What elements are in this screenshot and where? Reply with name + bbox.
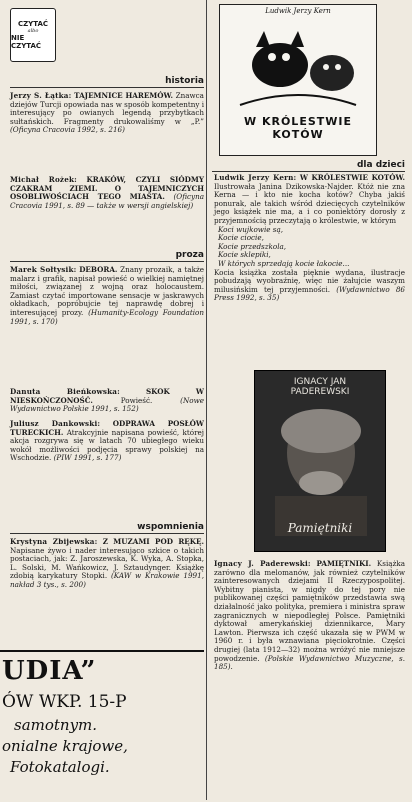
- entry-author: Michał Rożek:: [10, 175, 78, 184]
- entry-body: Kocia książka została pięknie wydana, ilustracje pobudzają wyobraźnię, więc nie żałujcie waszym milusińskim tej przyjemności.: [214, 267, 405, 294]
- photo-title-line: IGNACY JAN: [293, 377, 347, 387]
- entry-bienkowska: [10, 388, 204, 414]
- entry-author: Juliusz Dankowski:: [10, 419, 101, 428]
- ad-title: UDIA”: [2, 656, 97, 686]
- entry-source: (PIW 1991, s. 177): [53, 453, 122, 463]
- cover-title: W KRÓLESTWIE KOTÓW: [244, 115, 352, 141]
- book-cover-image: [219, 4, 377, 156]
- entry-rozek: [10, 176, 204, 210]
- entry-body: Napisane żywo i nader interesująco szkice o takich postaciach, jak: Z. Jaroszewska, K. Wyka, A. Stopka, L. Solski, M. Wańkowicz, J. Sztaudynger. Książkę zdobią karykatury Stopki.: [10, 545, 204, 581]
- entry-latka: [10, 92, 204, 135]
- entry-source: (Nowe Wydawnictwo Polskie 1991, s. 152): [10, 395, 204, 414]
- entry-body: Znawca dziejów Turcji opowiada nas w sposób kompetentny i interesujący po owianych legendą przybytkach sułtańskich. Fragmenty drukowaliśmy w „P.”: [10, 91, 204, 126]
- photo-title-line: PADEREWSKI: [290, 387, 350, 397]
- entry-body: Powieść.: [120, 395, 153, 405]
- poem-line: Kocie sklepiki,: [218, 250, 271, 260]
- entry-author: Ignacy J. Paderewski:: [214, 559, 311, 568]
- column-divider: [206, 0, 207, 800]
- entry-source: (Polskie Wydawnictwo Muzyczne, s. 185).: [214, 653, 405, 672]
- entry-source: (Wydawnictwo 86 Press 1992, s. 35): [214, 284, 405, 303]
- entry-title: TAJEMNICE HAREMÓW.: [74, 91, 173, 100]
- ad-line: Fotokatalogi.: [10, 758, 110, 776]
- entry-body: Książka zarówno dla melomanów, jak również czytelników zainteresowanych dziejami II Rzeczypospolitej. Wybitny pianista, w nigdy do tej pory nie publikowanej części pamiętników przedstawia swą działalność jako polityka, premiera i ministra spraw zagranicznych w niepodległej Polsce. Pamiętniki dyktował amerykańskiej dziennikarce, Mary Lawton. Pierwsza ich część ukazała się w PWM w 1960 r. i była wznawiana pięciokrotnie. Części drugiej (lata 1912—32) można wróżyć nie mniejsze powodzenie.: [214, 559, 405, 663]
- ad-line: ÓW WKP. 15-P: [2, 692, 127, 712]
- entry-body: Znany prozaik, a także malarz i grafik, napisał powieść o wielkiej namiętnej miłości, związanej z wojną oraz holocaustem. Zamiast czytać importowane sensacje w jaskrawych okładkach, popróbujcie tej naprawdę dobrej i interesującej prozy.: [10, 265, 204, 317]
- entry-source: (KAW w Krakowie 1991, nakład 3 tys., s. 200): [10, 571, 204, 589]
- entry-author: Marek Sołtysik:: [10, 265, 77, 274]
- logo-middle: albo: [27, 28, 39, 34]
- section-children: dla dzieci: [212, 160, 405, 172]
- entry-author: Danuta Bieńkowska:: [10, 387, 121, 396]
- entry-title: ODPRAWA POSŁÓW TURECKICH.: [10, 419, 204, 437]
- entry-body: Atrakcyjnie napisana powieść, której akcja rozgrywa się w latach 70 ubiegłego wieku wokół możliwości podjęcia sprawy polskiej na Wschodzie.: [10, 427, 204, 463]
- ad-line: onialne krajowe,: [2, 737, 128, 755]
- entry-soltysik: [10, 266, 204, 326]
- paderewski-photo: [254, 370, 386, 552]
- entry-author: Ludwik Jerzy Kern:: [214, 173, 297, 182]
- entry-source: (Oficyna Cracovia 1992, s. 216): [10, 125, 125, 135]
- entry-source: (Oficyna Cracovia 1991, s. 89 — także w wersji angielskiej): [10, 192, 204, 210]
- photo-caption: Pamiętniki: [287, 521, 353, 535]
- section-prose: proza: [10, 250, 204, 262]
- entry-author: Krystyna Zbijewska:: [10, 537, 98, 546]
- poem-line: Kocie przedszkola,: [218, 241, 287, 251]
- entry-zbijewska: [10, 538, 204, 590]
- entry-dankowski: [10, 420, 204, 463]
- entry-title: Z MUZAMI POD RĘKĘ.: [102, 537, 205, 546]
- logo-top: CZYTAĆ: [17, 20, 49, 28]
- entry-title: KRAKÓW, CZYLI SIÓDMY CZAKRAM ZIEMI. O TAJEMNICZYCH OSOBLIWOŚCIACH TEGO MIASTA.: [10, 175, 204, 202]
- entry-title: W KRÓLESTWIE KOTÓW.: [299, 173, 405, 182]
- advertisement: [0, 650, 204, 802]
- poem-line: Koci wujkowie są,: [218, 224, 284, 234]
- cover-author: Ludwik Jerzy Kern: [265, 7, 331, 15]
- entry-title: PAMIĘTNIKI.: [316, 559, 372, 568]
- entry-title: SKOK W NIESKOŃCZONOŚĆ.: [10, 387, 204, 405]
- poem-line: Kocie ciocie,: [218, 233, 264, 243]
- entry-source: (Humanity-Ecology Foundation 1991, s. 170): [10, 307, 204, 326]
- entry-body: Ilustrowała Janina Dzikowska-Najder. Któż nie zna Kerna — i kto nie kocha kotów? Chyba jakiś ponurak, ale takich wśród dziecięcych czytelników jego książek nie ma, a i co poniektóry dorosły z przyjemnością przeczytają o królestwie, w którym: [214, 181, 405, 225]
- section-history: historia: [10, 76, 204, 88]
- entry-author: Jerzy S. Łątka:: [10, 91, 72, 100]
- poem-line: W których sprzedają kocie łakocie...: [218, 258, 350, 268]
- entry-title: DEBORA.: [79, 265, 118, 274]
- logo: [10, 8, 56, 62]
- ad-line: samotnym.: [14, 716, 98, 734]
- entry-paderewski: [214, 560, 405, 672]
- logo-bottom: NIE CZYTAĆ: [11, 34, 42, 50]
- poem: [218, 226, 405, 269]
- section-memoirs: wspomnienia: [10, 522, 204, 534]
- entry-kern: [214, 174, 405, 303]
